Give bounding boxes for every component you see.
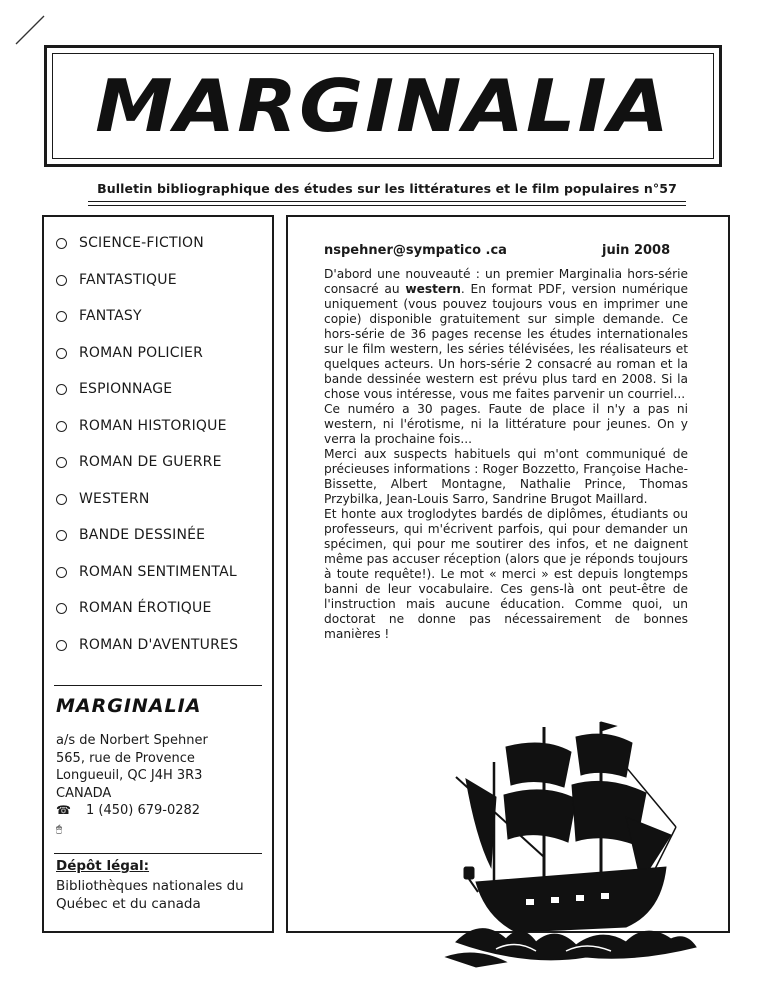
genre-item	[56, 600, 238, 637]
circle-bullet-icon	[56, 603, 67, 614]
editorial-paragraph: Merci aux suspects habituels qui m'ont communiqué de précieuses informations : Roger Bozzetto, Françoise Hache-Bissette, Albert Montagne, Nathalie Prince, Thomas Przybilka, Jean-Louis Sarro, Sandrine Brugot Maillard.	[324, 447, 688, 506]
telephone-icon: ☎	[56, 803, 71, 817]
circle-bullet-icon	[56, 238, 67, 249]
circle-bullet-icon	[56, 640, 67, 651]
depot-title	[56, 858, 149, 874]
circle-bullet-icon	[56, 384, 67, 395]
paragraph-text: . En format PDF, version numérique uniquement (vous pouvez toujours vous en imprimer une copie) disponible gratuitement sur simple demande. Ce hors-série de 36 pages recense les études internationales sur le film western, les séries télévisées, les réalisateurs et quelques acteurs. Un hors-série 2 consacré au roman et la bande dessinée western est prévu plus tard en 2008. Si la chose vous intéresse, vous me faites parvenir un courriel...	[324, 282, 688, 401]
circle-bullet-icon	[56, 567, 67, 578]
editorial-paragraph: Et honte aux troglodytes bardés de diplômes, étudiants ou professeurs, qui m'écrivent parfois, qui pour demander un spécimen, qui pour me soutirer des infos, et ne daignent même pas accuser réception (alors que je réponds toujours à toute requête!). Le mot « merci » est depuis longtemps banni de leur vocabulaire. Ces gens-là ont peut-être de l'instruction mais aucune éducation. Comme quoi, un doctorat ne donne pas nécessairement de bonnes manières !	[324, 507, 688, 641]
genre-label: ROMAN SENTIMENTAL	[79, 563, 237, 580]
mouse-row	[56, 820, 208, 839]
address-line: a/s de Norbert Spehner	[56, 733, 208, 748]
genre-item	[56, 235, 238, 272]
address-title: MARGINALIA	[56, 695, 202, 717]
circle-bullet-icon	[56, 421, 67, 432]
sailing-ship-illustration	[436, 717, 706, 977]
genre-item	[56, 381, 238, 418]
corner-slash-mark	[12, 12, 48, 48]
paragraph-bold: western	[405, 282, 461, 296]
genre-label: ROMAN POLICIER	[79, 344, 203, 361]
genre-label: BANDE DESSINÉE	[79, 527, 206, 543]
genre-label: WESTERN	[79, 490, 150, 507]
depot-rule	[54, 853, 262, 854]
genre-label: FANTASY	[79, 308, 142, 324]
circle-bullet-icon	[56, 494, 67, 505]
address-line: CANADA	[56, 785, 112, 801]
phone-number: 1 (450) 679-0282	[86, 803, 201, 818]
genre-label: ROMAN HISTORIQUE	[79, 417, 227, 434]
genre-label: ESPIONNAGE	[79, 381, 173, 397]
depot-text: Bibliothèques nationales du Québec et du canada	[56, 878, 244, 912]
circle-bullet-icon	[56, 348, 67, 359]
address-rule	[54, 685, 262, 686]
masthead-inner-frame	[52, 53, 714, 159]
genre-item	[56, 527, 238, 564]
genre-list	[56, 235, 238, 673]
masthead-title: MARGINALIA	[95, 65, 671, 149]
genre-item	[56, 418, 238, 455]
genre-label: ROMAN ÉROTIQUE	[79, 600, 212, 616]
genre-item	[56, 454, 238, 491]
genre-label: ROMAN D'AVENTURES	[79, 636, 239, 653]
circle-bullet-icon	[56, 311, 67, 322]
depot-title-label: Dépôt légal	[56, 858, 144, 874]
circle-bullet-icon	[56, 275, 67, 286]
bulletin-subtitle: Bulletin bibliographique des études sur les littératures et le film populaires n°57	[97, 181, 677, 196]
editorial-paragraph: Ce numéro a 30 pages. Faute de place il n'y a pas ni western, ni l'érotisme, ni la littérature pour jeunes. On y verra la prochaine fois...	[324, 402, 688, 446]
genre-label: SCIENCE-FICTION	[79, 235, 204, 251]
address-line: Longueuil, QC J4H 3R3	[56, 768, 203, 783]
depot-colon: :	[143, 858, 150, 874]
genre-label: FANTASTIQUE	[79, 271, 177, 288]
subtitle-rule-bottom	[88, 205, 686, 206]
contact-email: nspehner@sympatico .ca	[324, 243, 507, 258]
editorial-text	[324, 267, 688, 642]
main-content-box	[286, 215, 730, 933]
genre-item	[56, 272, 238, 309]
genre-item	[56, 491, 238, 528]
address-block	[56, 732, 208, 838]
issue-date: juin 2008	[602, 243, 671, 258]
sidebar-box	[42, 215, 274, 933]
paragraph-text: D'abord une nouveauté : un premier Marginalia hors-série consacré au	[324, 267, 688, 296]
circle-bullet-icon	[56, 457, 67, 468]
editorial-paragraph	[324, 267, 688, 402]
genre-item	[56, 564, 238, 601]
genre-item	[56, 345, 238, 382]
circle-bullet-icon	[56, 530, 67, 541]
mouse-icon: 🖱	[56, 823, 62, 835]
genre-item	[56, 308, 238, 345]
subtitle-rule-top	[88, 201, 686, 202]
genre-item	[56, 637, 238, 674]
phone-row	[56, 802, 208, 820]
address-line: 565, rue de Provence	[56, 750, 195, 766]
masthead-frame	[44, 45, 722, 167]
genre-label: ROMAN DE GUERRE	[79, 454, 222, 470]
